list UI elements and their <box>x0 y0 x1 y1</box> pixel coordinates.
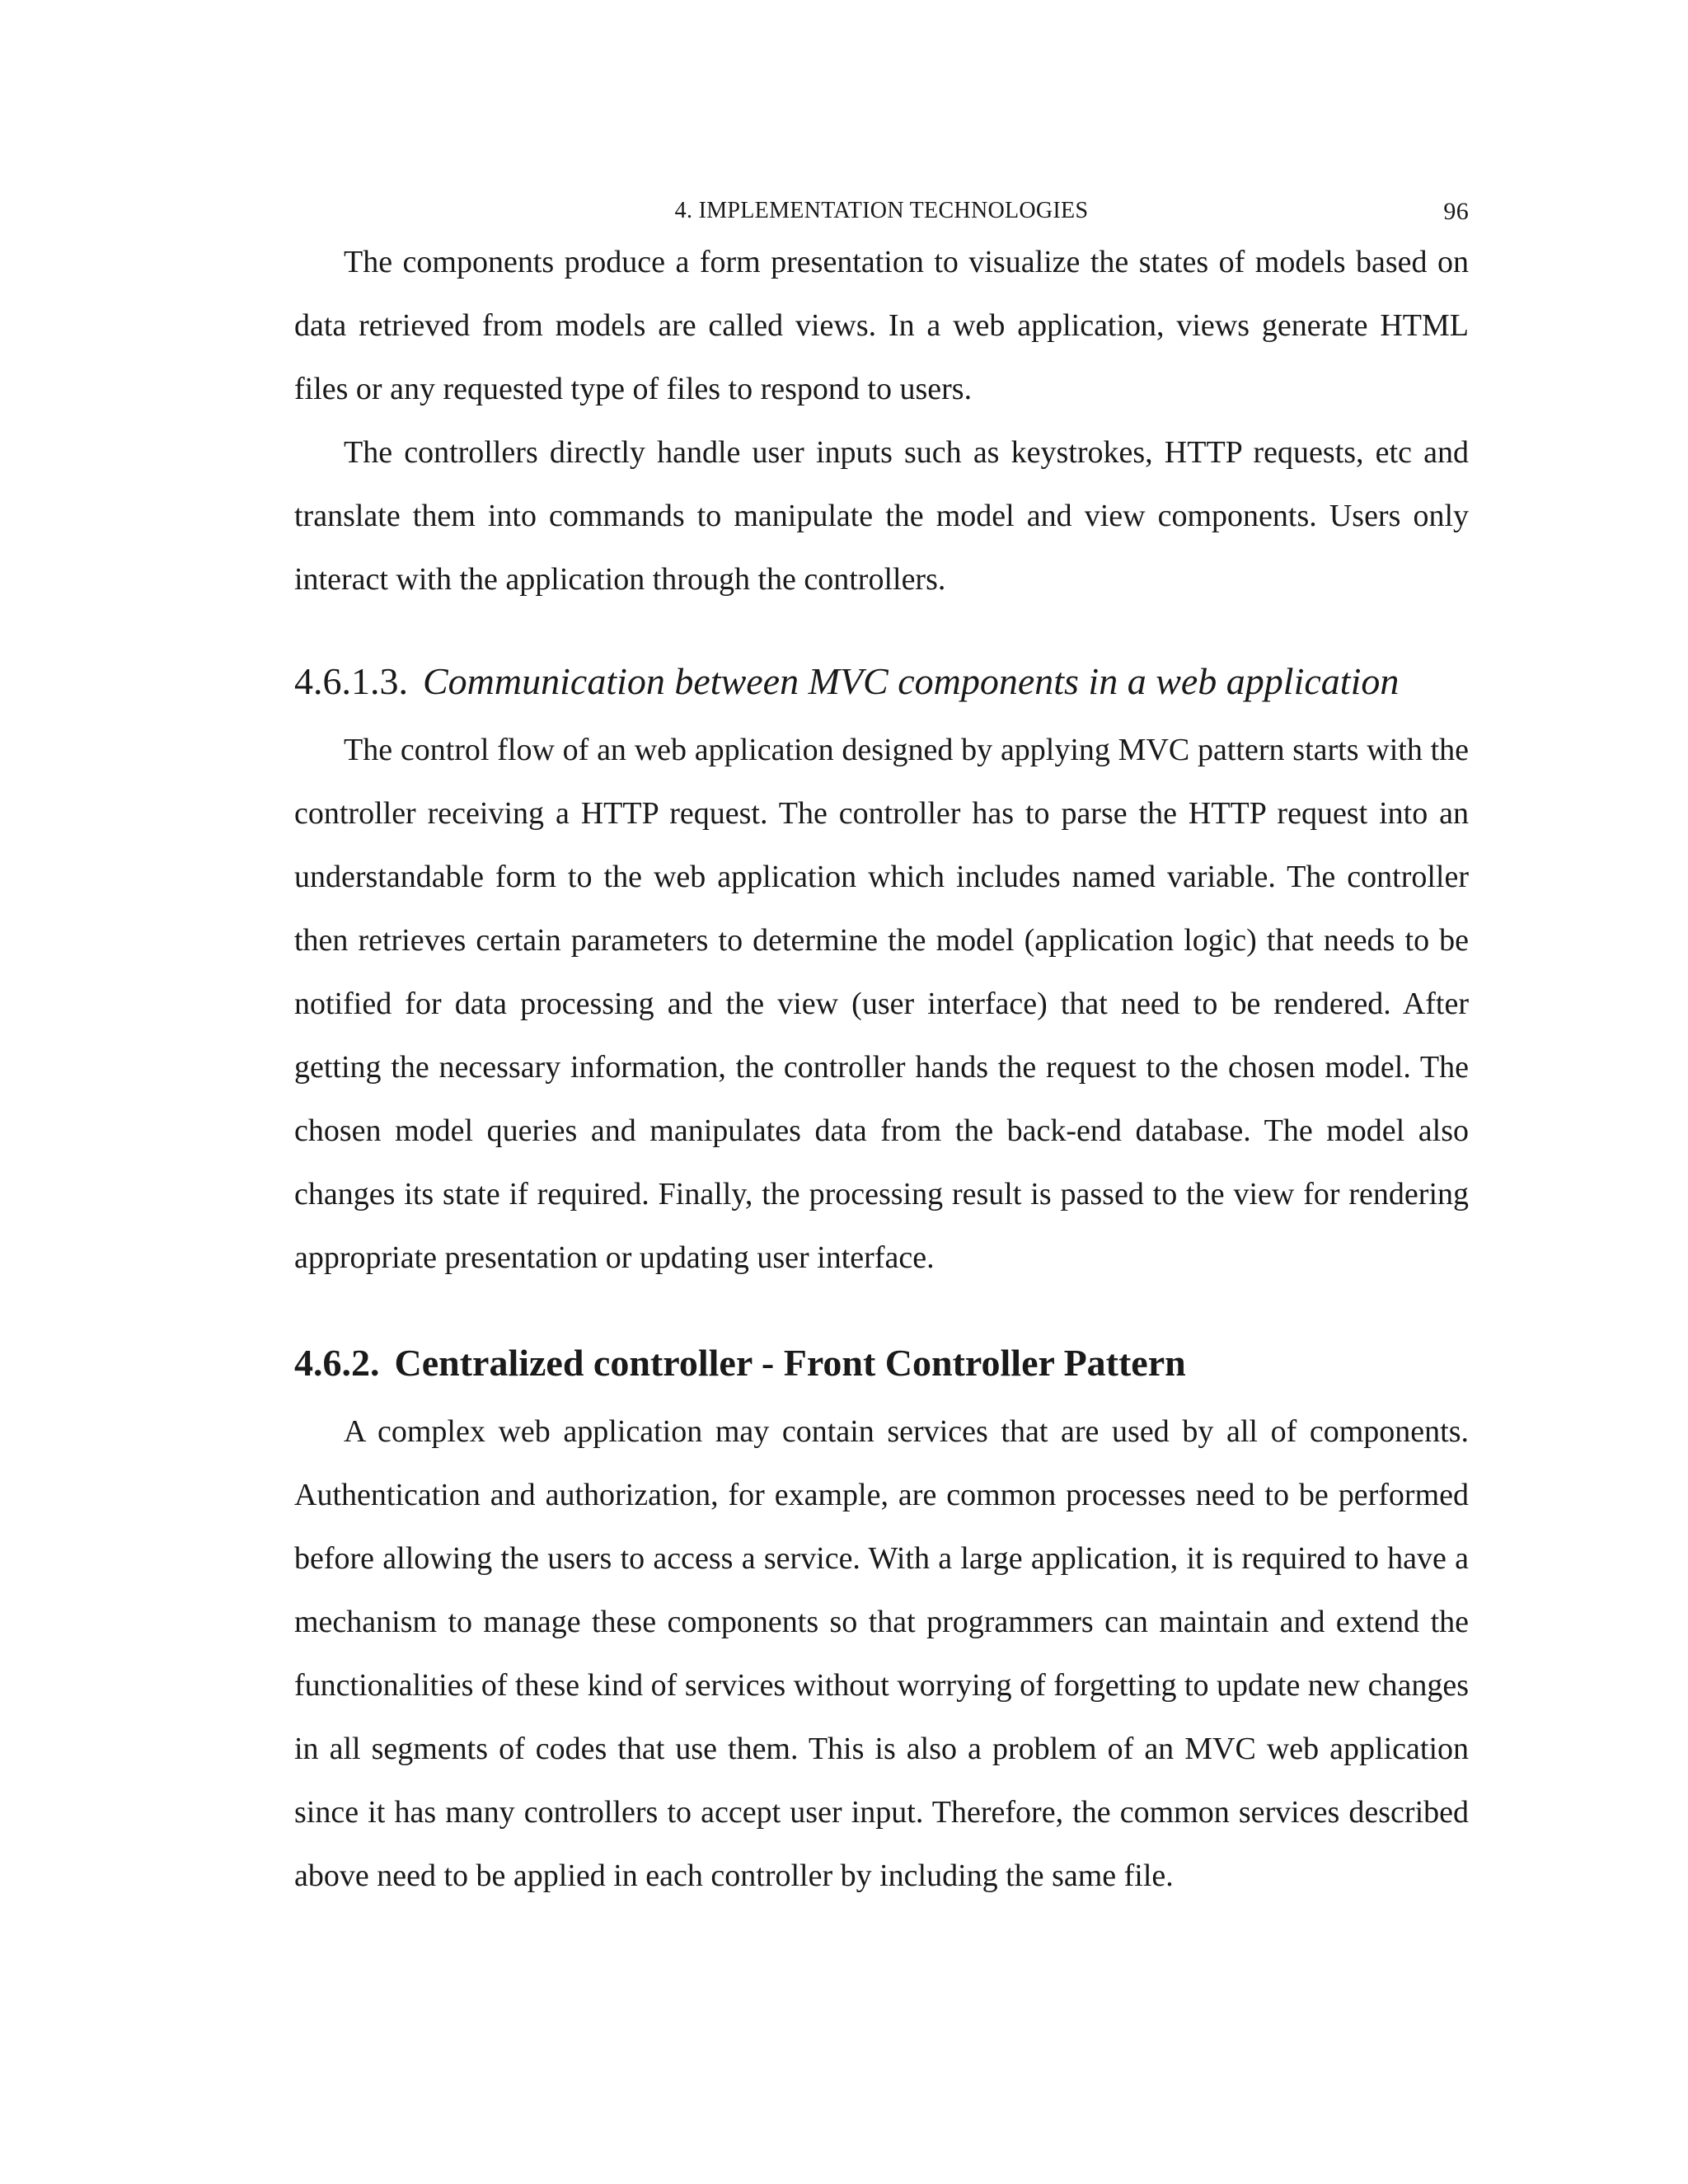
paragraph-front-controller: A complex web application may contain services that are used by all of components. Authentication and authorization, for example, are common processes need to be performed before allowing the users to access a service. With a large application, it is required to have a mechanism to manage these components so that programmers can maintain and extend the functionalities of these kind of services without worrying of forgetting to update new changes in all segments of codes that use them. This is also a problem of an MVC web application since it has many controllers to accept user input. Therefore, the common services described above need to be applied in each controller by including the same file. <box>294 1414 1469 1893</box>
paragraph-views: The components produce a form presentation to visualize the states of models based on data retrieved from models are called views. In a web application, views generate HTML files or any requested type of files to respond to users. <box>294 245 1469 406</box>
section-title: Centralized controller - Front Controller Pattern <box>394 1342 1186 1384</box>
section-heading <box>294 1326 1469 1400</box>
subsection-title: Communication between MVC components in a web application <box>423 660 1400 702</box>
subsection-heading <box>294 644 1469 719</box>
subsection-number: 4.6.1.3. <box>294 660 408 702</box>
page <box>294 198 1469 1908</box>
running-title: 4. IMPLEMENTATION TECHNOLOGIES <box>674 198 1089 223</box>
paragraph-control-flow: The control flow of an web application designed by applying MVC pattern starts with the controller receiving a HTTP request. The controller has to parse the HTTP request into an understandable form to the web application which includes named variable. The controller then retrieves certain parameters to determine the model (application logic) that needs to be notified for data processing and the view (user interface) that need to be rendered. After getting the necessary information, the controller hands the request to the chosen model. The chosen model queries and manipulates data from the back-end database. The model also changes its state if required. Finally, the processing result is passed to the view for rendering appropriate presentation or updating user interface. <box>294 733 1469 1275</box>
paragraph-controllers: The controllers directly handle user inputs such as keystrokes, HTTP requests, etc and translate them into commands to manipulate the model and view components. Users only interact with the application through the controllers. <box>294 435 1469 597</box>
section-number: 4.6.2. <box>294 1342 380 1384</box>
page-number: 96 <box>1443 198 1469 225</box>
running-header <box>294 198 1469 231</box>
